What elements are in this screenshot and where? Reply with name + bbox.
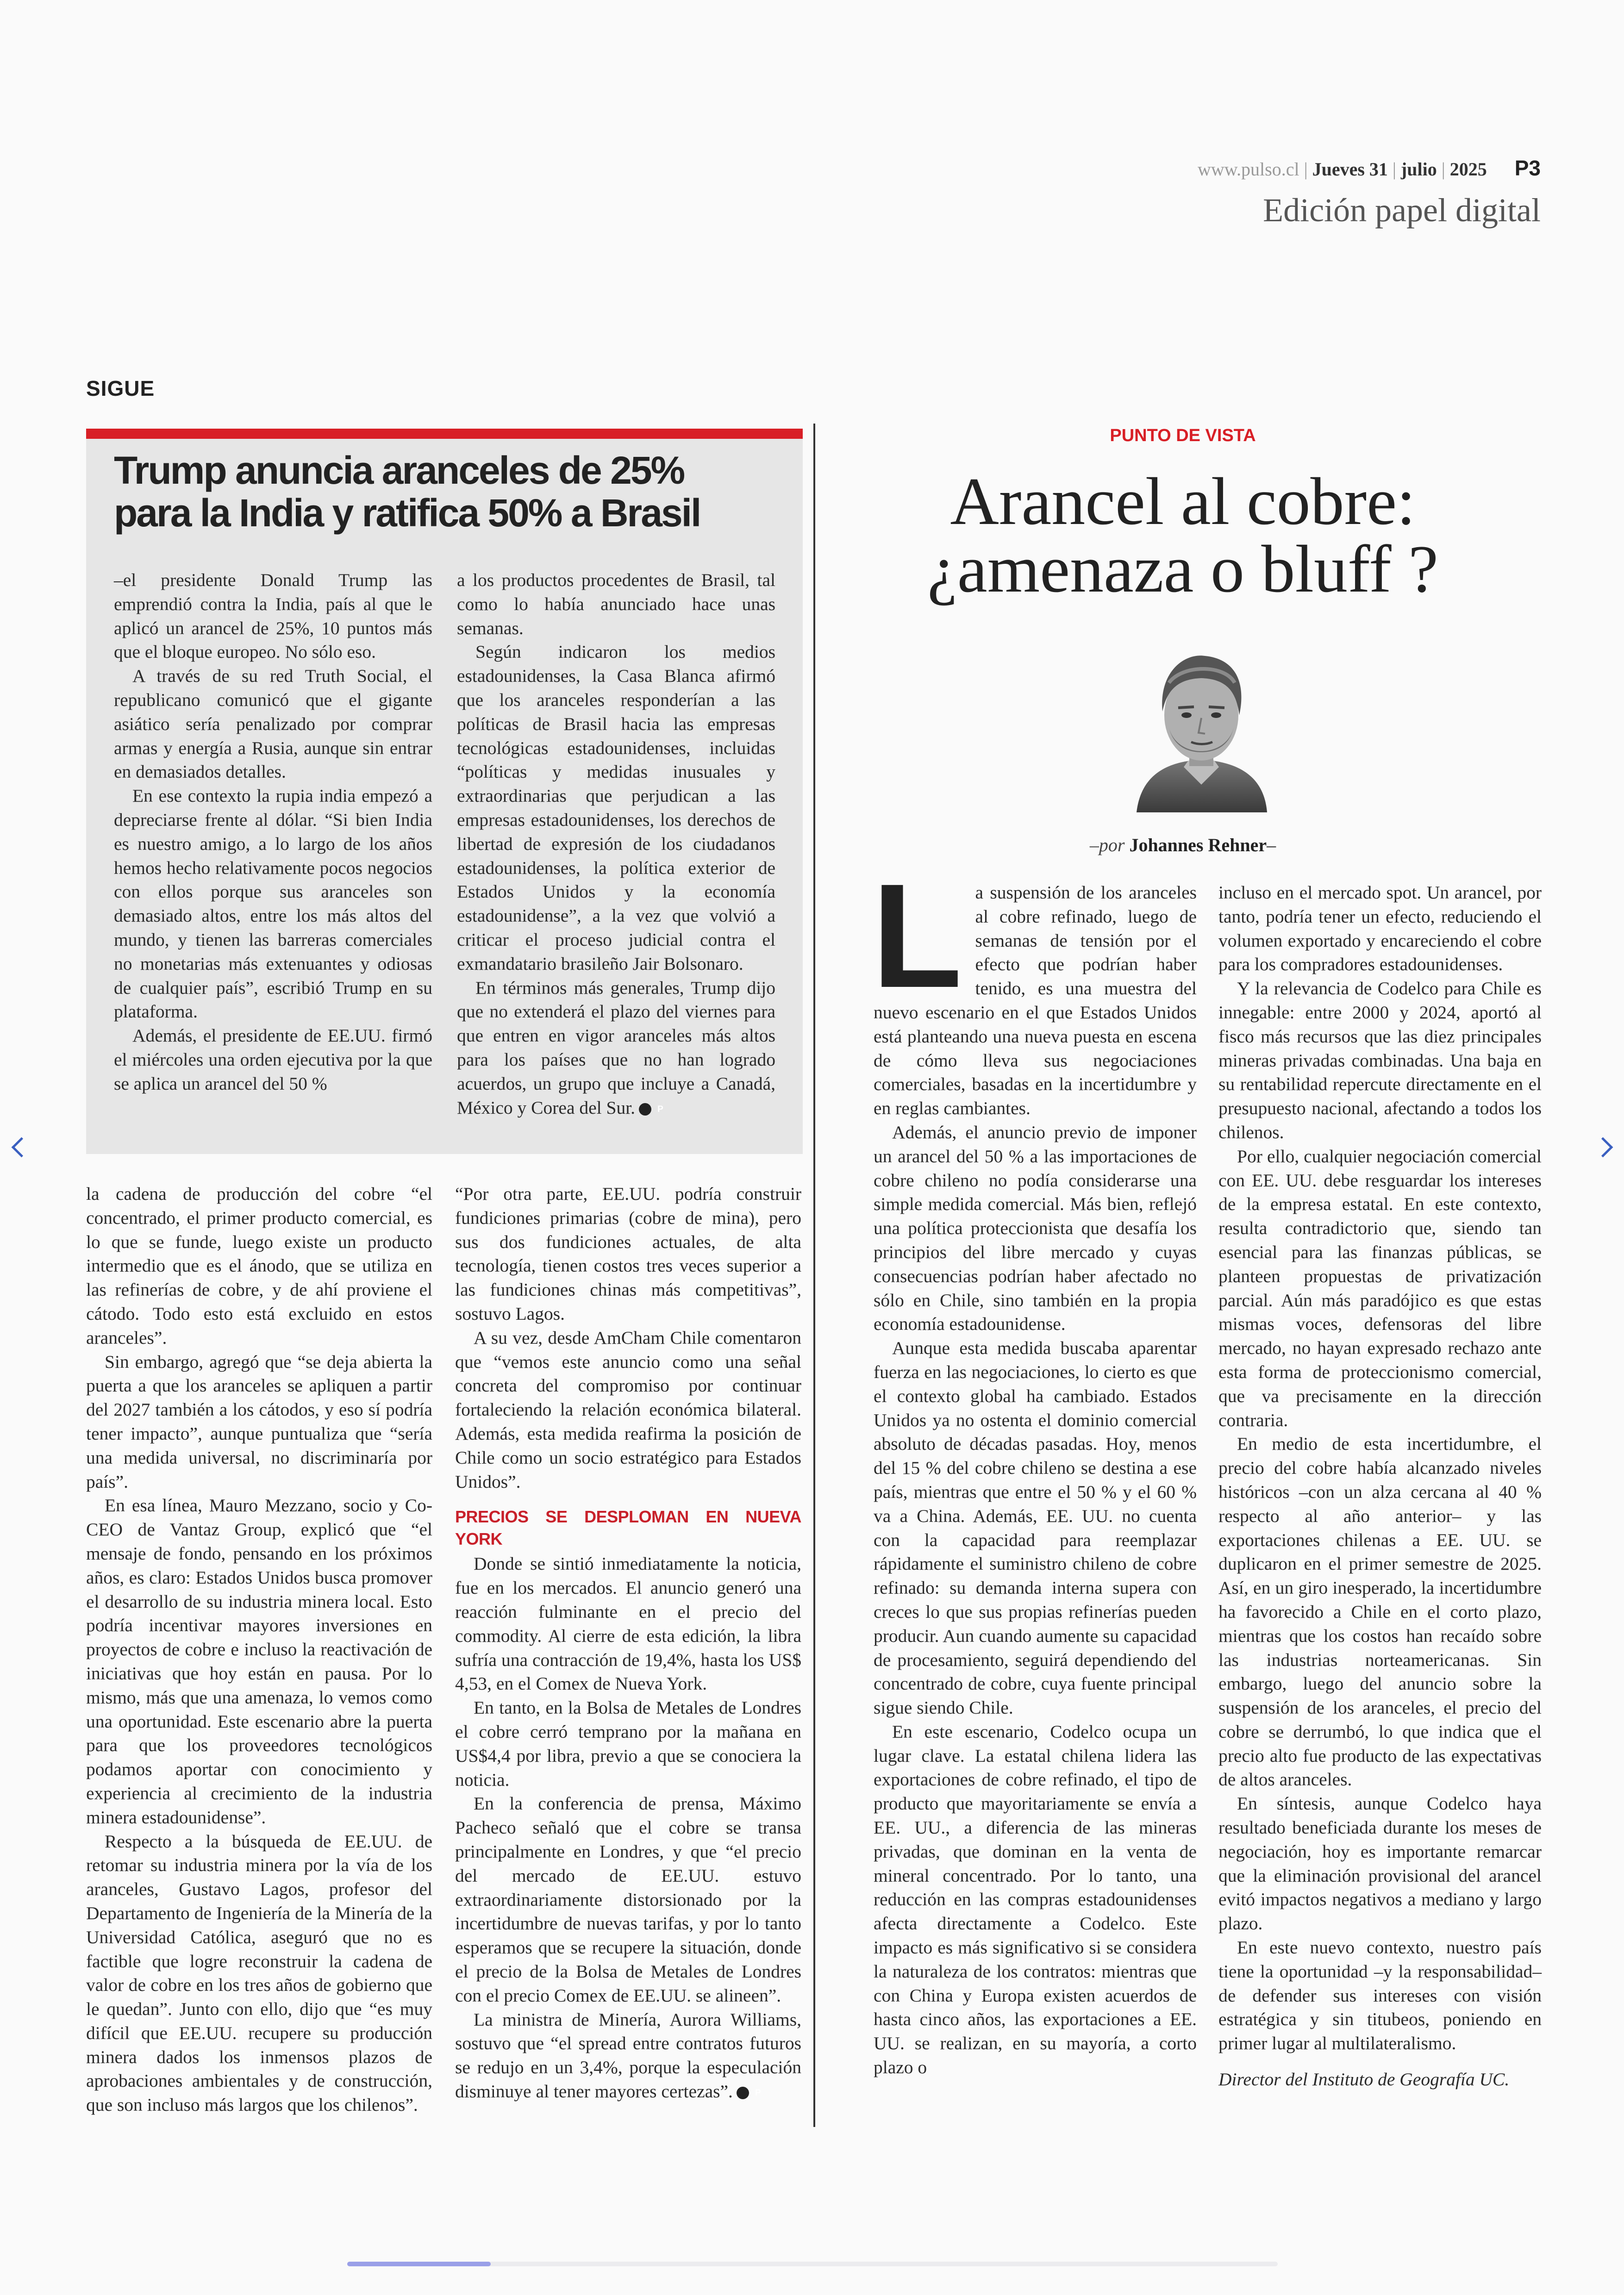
paragraph: En tanto, en la Bolsa de Metales de Londres el cobre cerró temprano por la mañana en US$4,4 por libra, previo a que se conociera la noticia.: [455, 1697, 801, 1790]
paragraph: La suspensión de los aranceles al cobre refinado, luego de semanas de tensión por el efecto que podrían haber tenido, es una muestra del nuevo escenario en el que Estados Unidos está planteando una nueva puesta en escena de cómo lleva sus negociaciones comerciales, basadas en la incertidumbre y en reglas cambiantes.: [872, 853, 1197, 1119]
edition-label: Edición papel digital: [1263, 192, 1541, 229]
chevron-left-icon: [11, 1137, 31, 1157]
paragraph: Según indicaron los medios estadounidenses, la Casa Blanca afirmó que los aranceles responderían a las políticas de Brasil hacia las empresas tecnológicas estadounidenses, incluidas “políticas y medidas inusuales y extraordinarias que perjudican a las empresas estadounidenses, los derechos de libertad de expresión de los ciudadanos estadounidenses, la política exterior de Estados Unidos y la economía estadounidense”, a la vez que volvió a criticar el proceso judicial contra el exmandatario brasileño Jair Bolsonaro.: [457, 642, 775, 974]
header-year: 2025: [1449, 159, 1487, 180]
page-scroll-track[interactable]: [347, 2262, 1278, 2266]
opinion-kicker: PUNTO DE VISTA: [1110, 426, 1256, 445]
opinion-column-2: [1218, 881, 1542, 2092]
page-scroll-thumb[interactable]: [347, 2262, 491, 2266]
page-header: www.pulso.cl | Jueves 31 | julio | 2025 P3 Edición papel digital: [1198, 156, 1541, 231]
site-url[interactable]: www.pulso.cl: [1197, 159, 1299, 180]
opinion-column-1: [872, 853, 1197, 2080]
chevron-right-icon: [1593, 1137, 1613, 1157]
paragraph: la cadena de producción del cobre “el concentrado, el primer producto comercial, es lo que se funde, luego existe un producto intermedio que es el ánodo, que se utiliza en las refinerías de cobre, y de ahí proviene el cátodo. Todo esto está excluido en estos aranceles”.: [86, 1184, 432, 1348]
paragraph: a los productos procedentes de Brasil, tal como lo había anunciado hace unas semanas.: [457, 570, 775, 638]
paragraph: En este escenario, Codelco ocupa un lugar clave. La estatal chilena lidera las exportaciones de cobre refinado, el tipo de producto que mayoritariamente se envía a EE. UU., a diferencia de las mineras privadas, que dominan en la venta de mineral concentrado. Por lo tanto, una reducción en las compras estadounidenses afecta directamente a Codelco. Este impacto es más significativo si se considera la naturaleza de los contratos: mientras que con China y Europa existen acuerdos de hasta cinco años, las exportaciones a EE. UU. se realizan, en su mayoría, a corto plazo o: [874, 1721, 1197, 2078]
byline-suffix: –: [1267, 835, 1276, 855]
drop-cap: L: [872, 853, 962, 1018]
article-column-1: [86, 1182, 432, 2117]
paragraph: En esa línea, Mauro Mezzano, socio y Co-CEO de Vantaz Group, explicó que “el mensaje de fondo, pensando en los próximos años, es claro: Estados Unidos busca promover el desarrollo de su industria minera local. Esto podría incentivar mayores inversiones en proyectos de cobre e incluso la reactivación de iniciativas que hoy están en pausa. Por lo mismo, más que una amenaza, lo vemos como una oportunidad. Este escenario abre la puerta para que los proveedores tecnológicos podamos aportar con conocimiento y experiencia al crecimiento de la industria minera estadounidense”.: [86, 1495, 432, 1827]
byline-prefix: –por: [1089, 835, 1125, 855]
subhead: PRECIOS SE DESPLOMAN EN NUEVA YORK: [455, 1507, 801, 1549]
paragraph: A su vez, desde AmCham Chile comentaron que “vemos este anuncio como una señal concreta del compromiso por continuar fortaleciendo la relación económica bilateral. Además, esta medida reafirma la posición de Chile como un socio estratégico para Estados Unidos”.: [455, 1327, 801, 1492]
author-signature: Director del Instituto de Geografía UC.: [1218, 2069, 1510, 2090]
article-column-2: [455, 1182, 801, 2104]
section-label: SIGUE: [86, 376, 155, 400]
box-column-1: [114, 568, 432, 1096]
paragraph: Por ello, cualquier negociación comercial con EE. UU. debe resguardar los intereses de la empresa estatal. En este contexto, resulta contradictorio que, siendo tan esencial para las finanzas públicas, se planteen propuestas de privatización parcial. Aún más paradójico es que estas mismas voces, defensoras del libre mercado, no hayan expresado rechazo ante esta forma de proteccionismo comercial, que va precisamente en la dirección contraria.: [1218, 1146, 1542, 1430]
opinion-title-line-2: ¿amenaza o bluff ?: [927, 531, 1438, 606]
header-day: Jueves 31: [1312, 159, 1388, 180]
paragraph: Aunque esta medida buscaba aparentar fuerza en las negociaciones, lo cierto es que el contexto global ha cambiado. Estados Unidos ya no ostenta el dominio comercial absoluto de décadas pasadas. Hoy, menos del 15 % del cobre chileno se destina a ese país, mientras que entre el 50 % y el 60 % va a China. Además, EE. UU. no cuenta con la capacidad para reemplazar rápidamente el suministro chileno de cobre refinado: su demanda interna supera con creces lo que sus propias refinerías pueden producir. Aun cuando aumente su capacidad de procesamiento, seguirá dependiendo del concentrado de cobre, cuya fuente principal sigue siendo Chile.: [874, 1338, 1197, 1718]
box-headline: [114, 449, 799, 534]
paragraph: En medio de esta incertidumbre, el precio del cobre había alcanzado niveles históricos –con un alza cercana al 40 % respecto al año anterior– y las exportaciones chilenas a EE. UU. se duplicaron en el primer semestre de 2025. Así, en un giro inesperado, la incertidumbre ha favorecido a Chile en el corto plazo, mientras que los costos han recaído sobre las industrias norteamericanas. Sin embargo, luego del anuncio sobre la suspensión de los aranceles, el precio del cobre se derrumbó, lo que indica que el precio alto fue producto de las expectativas de altos aranceles.: [1218, 1434, 1542, 1790]
paragraph: En síntesis, aunque Codelco haya resultado beneficiada durante los meses de negociación, hoy es importante remarcar que la eliminación provisional del arancel evitó impactos negativos a mediano y largo plazo.: [1218, 1793, 1542, 1934]
column-divider: [813, 424, 815, 2127]
paragraph: Sin embargo, agregó que “se deja abierta la puerta a que los aranceles se apliquen a partir del 2027 también a los cátodos, y eso sí podría tener impacto”, aunque puntualiza que “sería una medida universal, no discriminaría por país”.: [86, 1351, 432, 1492]
paragraph: Además, el anuncio previo de imponer un arancel del 50 % a las importaciones de cobre chileno no podía considerarse una simple medida comercial. Más bien, reflejó una política proteccionista que desafía los principios del libre mercado y cuyas consecuencias podrían haber afectado no sólo en Chile, sino también en la propia economía estadounidense.: [874, 1122, 1197, 1335]
paragraph: Además, el presidente de EE.UU. firmó el miércoles una orden ejecutiva por la que se aplica un arancel del 50 %: [114, 1025, 432, 1094]
paragraph: En este nuevo contexto, nuestro país tiene la oportunidad –y la responsabilidad– de defender sus intereses con visión estratégica y sin titubeos, poniendo en primer lugar al multilateralismo.: [1218, 1937, 1542, 2054]
end-mark-icon: P: [639, 1103, 651, 1116]
author-name: Johannes Rehner: [1129, 835, 1267, 855]
next-page-button[interactable]: [1589, 1133, 1617, 1161]
end-mark-icon: P: [737, 2087, 749, 2099]
paragraph: En términos más generales, Trump dijo que no extenderá el plazo del viernes para que entren en vigor aranceles más altos para los países que no han logrado acuerdos, un grupo que incluye a Canadá, México y Corea del Sur. P: [457, 977, 775, 1118]
paragraph: En ese contexto la rupia india empezó a depreciarse frente al dólar. “Si bien India es nuestro amigo, a lo largo de los años hemos hecho relativamente pocos negocios con ellos porque sus aranceles son demasiado altos, entre los más altos del mundo, y tienen las barreras comerciales no monetarias más extenuantes y odiosas de cualquier país”, escribió Trump en su plataforma.: [114, 786, 432, 1022]
paragraph: incluso en el mercado spot. Un arancel, por tanto, podría tener un efecto, reduciendo el volumen exportado y encareciendo el cobre para los compradores estadounidenses.: [1218, 882, 1542, 975]
paragraph: Y la relevancia de Codelco para Chile es innegable: entre 2000 y 2024, aportó al fisco más recursos que las diez principales mineras privadas combinadas. Una baja en su rentabilidad repercute directamente en el presupuesto nacional, afectando a todos los chilenos.: [1218, 978, 1542, 1142]
page-number: P3: [1514, 156, 1541, 180]
paragraph: En la conferencia de prensa, Máximo Pacheco señaló que el cobre se transa principalmente en Londres, y que “el precio del mercado de EE.UU. estuvo extraordinariamente distorsionado por la incertidumbre de nuevas tarifas, y por lo tanto esperamos que se recupere la situación, donde el precio de la Bolsa de Metales de Londres con el precio Comex de EE.UU. se alineen”.: [455, 1793, 801, 2006]
author-portrait: [1132, 646, 1271, 812]
paragraph: –el presidente Donald Trump las emprendió contra la India, país al que le aplicó un arancel de 25%, 10 puntos más que el bloque europeo. No sólo eso.: [114, 570, 432, 662]
opinion-title: [824, 464, 1542, 606]
box-headline-line-1: Trump anuncia aranceles de 25%: [114, 449, 684, 492]
box-headline-line-2: para la India y ratifica 50% a Brasil: [114, 491, 700, 535]
opinion-title-line-1: Arancel al cobre:: [950, 464, 1416, 539]
previous-page-button[interactable]: [7, 1133, 35, 1161]
paragraph: “Por otra parte, EE.UU. podría construir fundiciones primarias (cobre de mina), pero sus dos fundiciones actuales, de alta tecnología, tienen costos tres veces superior a las fundiciones chinas más competitivas”, sostuvo Lagos.: [455, 1184, 801, 1324]
box-column-2: [457, 568, 775, 1120]
paragraph: La ministra de Minería, Aurora Williams, sostuvo que “el spread entre contratos futuros se redujo en un 3,4%, porque la especulación disminuye al tener mayores certezas”. P: [455, 2009, 801, 2102]
paragraph: Donde se sintió inmediatamente la noticia, fue en los mercados. El anuncio generó una reacción fulminante en el precio del commodity. Al cierre de esta edición, la libra sufría una contracción de 19,4%, hasta los US$ 4,53, en el Comex de Nueva York.: [455, 1553, 801, 1694]
paragraph: A través de su red Truth Social, el republicano comunicó que el gigante asiático sería penalizado por comprar armas y energía a Rusia, aunque sin entrar en demasiados detalles.: [114, 666, 432, 782]
paragraph: Respecto a la búsqueda de EE.UU. de retomar su industria minera por la vía de los aranceles, Gustavo Lagos, profesor del Departamento de Ingeniería de la Minería de la Universidad Católica, aseguró que no es factible que logre reconstruir la cadena de valor de cobre en los tres años de gobierno que le quedan”. Junto con ello, dijo que “es muy difícil que EE.UU. recupere su producción minera dados los inmensos plazos de aprobaciones ambientales y de construcción, que son incluso más largos que los chilenos”.: [86, 1831, 432, 2115]
header-month: julio: [1400, 159, 1437, 180]
